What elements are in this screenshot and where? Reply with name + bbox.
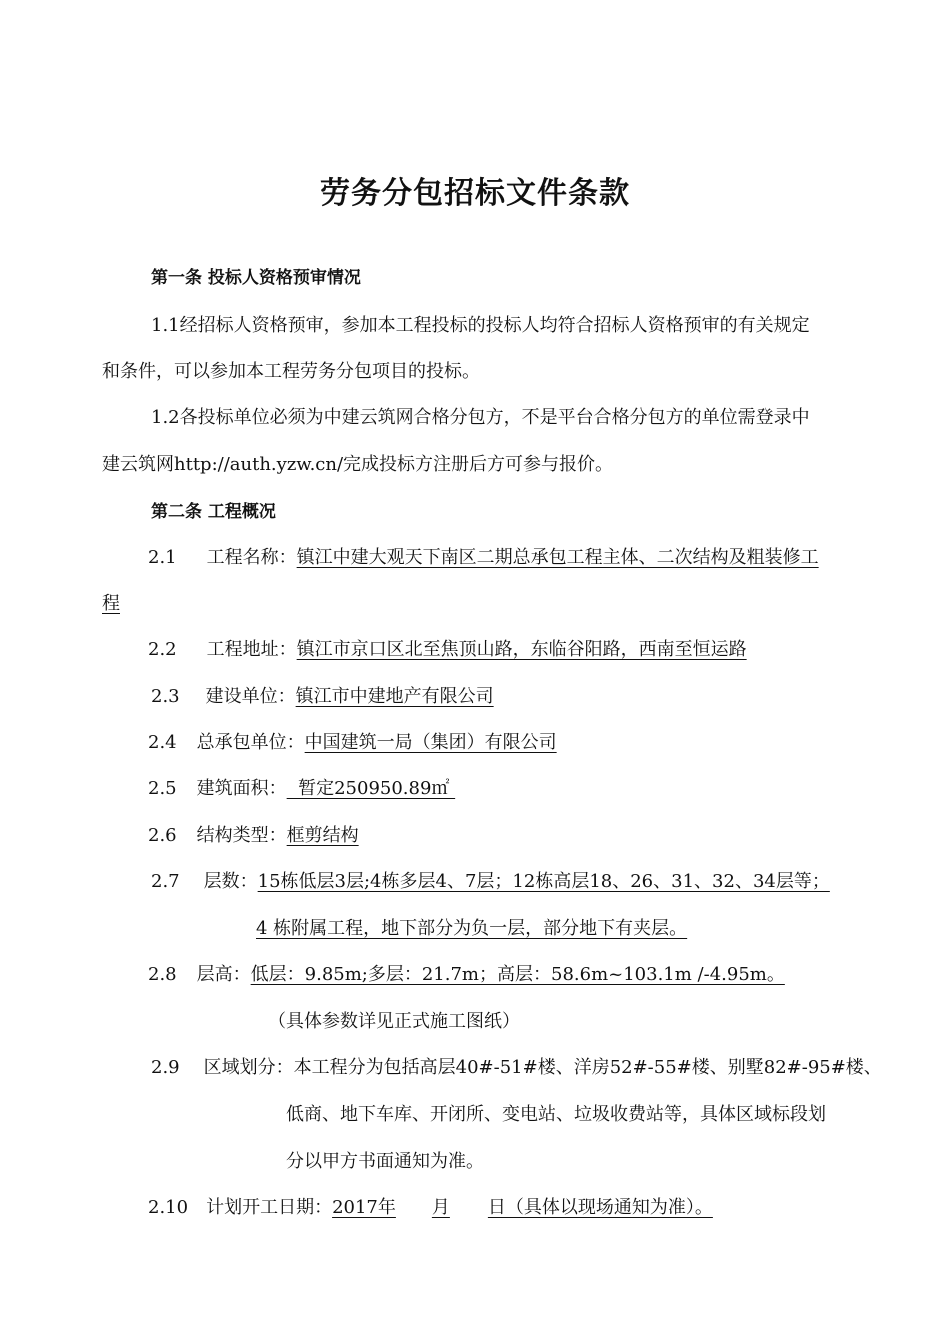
- item-value: 镇江市中建地产有限公司: [295, 686, 494, 707]
- item-2-10: [148, 1196, 713, 1220]
- item-number: 2.10: [148, 1197, 189, 1218]
- item-2-4: [148, 731, 557, 755]
- item-label: 计划开工日期：: [206, 1197, 333, 1218]
- section-1-paragraph-1-line-2: 和条件，可以参加本工程劳务分包项目的投标。: [102, 361, 480, 382]
- start-month: 月: [431, 1197, 450, 1218]
- item-label: 建设单位：: [205, 686, 296, 707]
- item-number: 2.2: [148, 639, 177, 660]
- start-day: 日（具体以现场通知为准）。: [487, 1197, 713, 1218]
- section-1-paragraph-1-line-1: 1.1经招标人资格预审，参加本工程投标的投标人均符合招标人资格预审的有关规定: [151, 315, 810, 336]
- item-2-8: [148, 963, 785, 987]
- item-number: 2.6: [148, 825, 177, 846]
- item-label: 层数：: [203, 871, 258, 892]
- item-2-1: [148, 546, 819, 570]
- item-2-6: [148, 824, 359, 848]
- item-number: 2.4: [148, 732, 177, 753]
- start-date-value: [332, 1197, 713, 1218]
- section-2-heading: 第二条 工程概况: [151, 502, 276, 522]
- item-value: 镇江中建大观天下南区二期总承包工程主体、二次结构及粗装修工: [296, 547, 819, 568]
- section-1-paragraph-2-line-1: 1.2各投标单位必须为中建云筑网合格分包方，不是平台合格分包方的单位需登录中: [151, 407, 810, 428]
- item-2-7-continuation: [256, 917, 687, 941]
- item-2-3: [151, 685, 494, 709]
- item-number: 2.9: [151, 1057, 180, 1078]
- item-label: 总承包单位：: [196, 732, 305, 753]
- item-2-9-continuation-1: 低商、地下车库、开闭所、变电站、垃圾收费站等，具体区域标段划: [286, 1104, 826, 1125]
- item-number: 2.3: [151, 686, 180, 707]
- item-2-9: [151, 1056, 882, 1080]
- item-2-5: [148, 777, 455, 801]
- item-value-continued: 4 栋附属工程，地下部分为负一层，部分地下有夹层。: [256, 918, 688, 939]
- item-label: 区域划分：: [203, 1057, 294, 1078]
- item-label: 工程名称：: [206, 547, 297, 568]
- item-value: 本工程分为包括高层40#-51#楼、洋房52#-55#楼、别墅82#-95#楼、: [293, 1057, 882, 1078]
- section-1-paragraph-2-line-2: 建云筑网http://auth.yzw.cn/完成投标方注册后方可参与报价。: [102, 454, 614, 475]
- item-label: 建筑面积：: [196, 778, 287, 799]
- start-year: 2017年: [332, 1197, 396, 1218]
- document-title: 劳务分包招标文件条款: [320, 176, 630, 211]
- item-number: 2.5: [148, 778, 177, 799]
- item-value: 暂定250950.89㎡: [286, 778, 456, 799]
- item-2-2: [148, 638, 747, 662]
- item-2-7: [151, 870, 830, 894]
- item-2-1-continuation: [102, 592, 120, 616]
- item-2-8-note: （具体参数详见正式施工图纸）: [268, 1011, 520, 1032]
- item-value: 中国建筑一局（集团）有限公司: [304, 732, 557, 753]
- item-number: 2.7: [151, 871, 180, 892]
- item-value-continued: 程: [102, 593, 120, 614]
- item-number: 2.8: [148, 964, 177, 985]
- section-1-heading: 第一条 投标人资格预审情况: [151, 268, 361, 288]
- item-value: 镇江市京口区北至焦顶山路，东临谷阳路，西南至恒运路: [296, 639, 747, 660]
- item-value: 框剪结构: [286, 825, 359, 846]
- item-value: 15栋低层3层;4栋多层4、7层；12栋高层18、26、31、32、34层等；: [257, 871, 830, 892]
- item-number: 2.1: [148, 547, 177, 568]
- item-value: 低层：9.85m;多层：21.7m；高层：58.6m~103.1m /-4.95m。: [250, 964, 785, 985]
- item-label: 结构类型：: [196, 825, 287, 846]
- item-label: 工程地址：: [206, 639, 297, 660]
- item-label: 层高：: [196, 964, 251, 985]
- item-2-9-continuation-2: 分以甲方书面通知为准。: [286, 1151, 484, 1172]
